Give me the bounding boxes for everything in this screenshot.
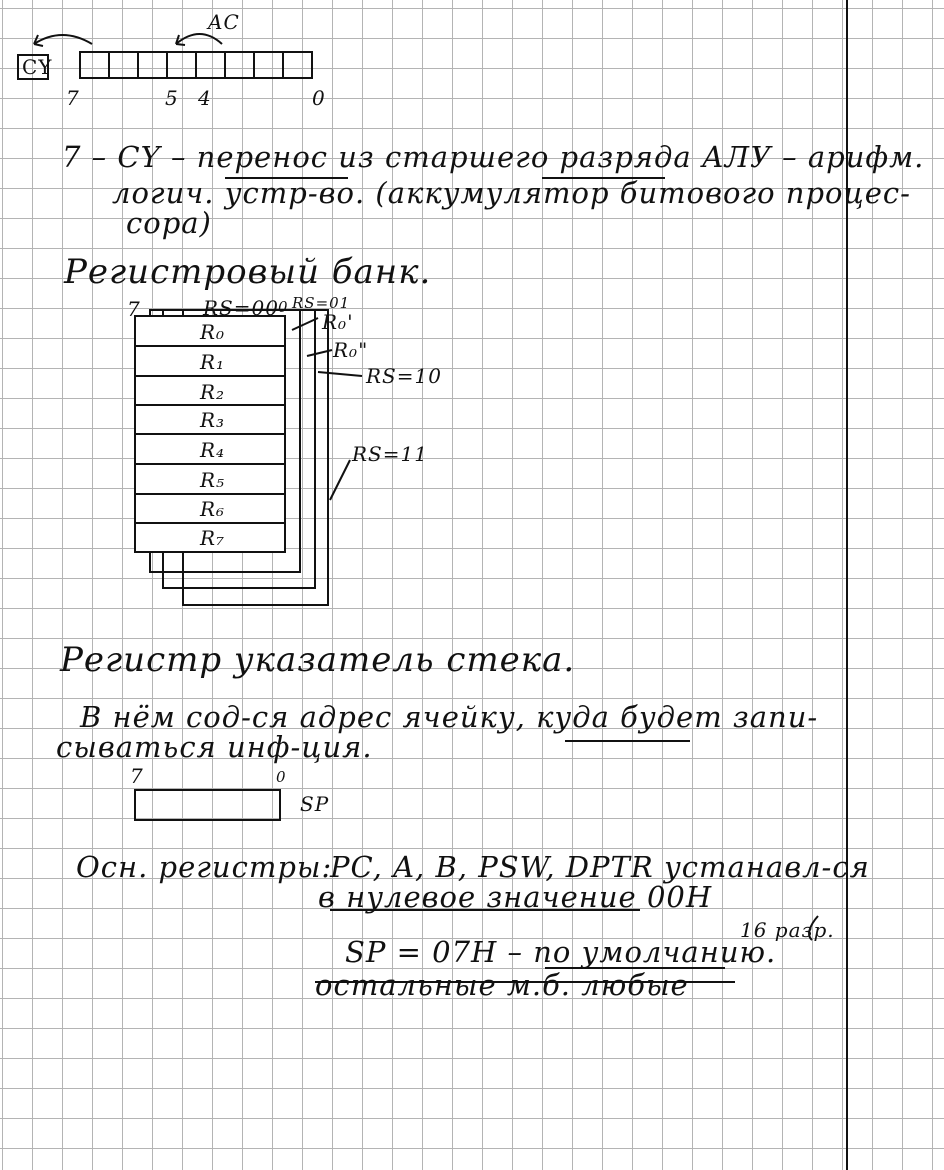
register-r0: R₀	[200, 320, 226, 344]
psw-bit-5: 5	[165, 86, 179, 110]
sp-register	[135, 790, 280, 820]
main-registers-line4: остальные м.б. любые	[315, 968, 689, 1002]
r0-double-prime-label: R₀"	[333, 338, 369, 362]
cy-note-line2: логич. устр-во. (аккумулятор битового процес-	[112, 176, 911, 210]
psw-bit-dividers	[109, 52, 283, 78]
cy-box-label: CY	[22, 55, 53, 79]
main-registers-line3: SP = 07H – по умолчанию.	[345, 935, 777, 969]
register-r3: R₃	[200, 408, 226, 432]
stack-pointer-heading: Регистр указатель стека.	[60, 640, 576, 680]
ac-arrow	[176, 34, 222, 44]
rs10-label: RS=10	[366, 364, 442, 388]
sp-label: SP	[300, 792, 330, 816]
bank-bit-0: 0	[278, 298, 289, 316]
register-r6: R₆	[200, 497, 226, 521]
ac-label: AC	[208, 10, 240, 34]
register-r1: R₁	[200, 350, 226, 374]
cy-note-line3: сора)	[126, 206, 212, 240]
main-registers-line1: PC, A, B, PSW, DPTR устанавл-ся	[330, 850, 870, 884]
cy-arrow	[34, 35, 92, 44]
register-bank-heading: Регистровый банк.	[64, 252, 432, 292]
register-r2: R₂	[200, 380, 226, 404]
psw-bit-0: 0	[312, 86, 326, 110]
main-registers-line2: в нулевое значение 00H	[318, 880, 713, 914]
r0-prime-label: R₀'	[322, 310, 354, 334]
rs01-label: RS=01	[292, 294, 351, 312]
main-registers-label: Осн. регистры:	[76, 850, 333, 884]
stack-pointer-line2: сываться инф-ция.	[56, 730, 373, 764]
register-r5: R₅	[200, 468, 226, 492]
psw-bit-7: 7	[66, 86, 80, 110]
sixteen-bit-note: 16 разр.	[740, 918, 835, 942]
sp-bit-0: 0	[276, 768, 287, 786]
bank-bit-7: 7	[127, 297, 141, 321]
stack-pointer-line1: В нём сод-ся адрес ячейку, куда будет запи-	[80, 700, 819, 734]
rs11-label: RS=11	[352, 442, 428, 466]
rs00-label: RS=00	[203, 296, 279, 320]
sp-bit-7: 7	[130, 764, 144, 788]
psw-bit-4: 4	[198, 86, 212, 110]
register-r4: R₄	[200, 438, 226, 462]
cy-note-line1: 7 – CY – перенос из старшего разряда АЛУ – арифм.	[62, 140, 925, 174]
register-r7: R₇	[200, 526, 226, 550]
